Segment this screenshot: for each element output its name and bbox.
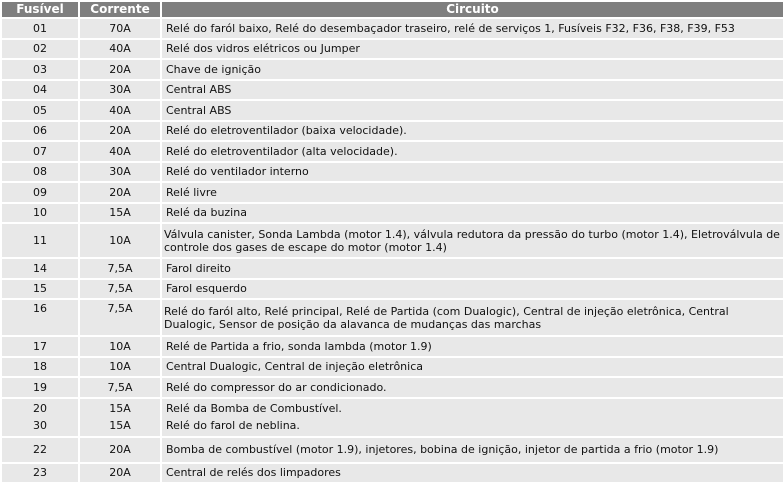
- fuse-cell: 11: [2, 224, 78, 257]
- current-cell: 10A: [80, 337, 160, 356]
- header-current: Corrente: [80, 2, 160, 17]
- current-cell: 15A: [80, 204, 160, 223]
- fuse-cell-pair: [2, 399, 78, 436]
- current-cell: 7,5A: [80, 259, 160, 278]
- circuit-cell: Bomba de combustível (motor 1.9), injetores, bobina de ignição, injetor de partida a frio (motor 1.9): [162, 438, 783, 462]
- table-row: [2, 60, 783, 79]
- current-cell: 20A: [80, 438, 160, 462]
- circuit-cell: Relé da buzina: [162, 204, 783, 223]
- circuit-cell: Relé da Bomba de Combustível.: [166, 402, 342, 415]
- current-cell: 10A: [80, 358, 160, 377]
- circuit-cell: Relé do eletroventilador (alta velocidade).: [162, 142, 783, 161]
- circuit-cell: Relé do faról baixo, Relé do desembaçador traseiro, relé de serviços 1, Fusíveis F32, F36, F38, F39, F53: [162, 19, 783, 38]
- fuse-cell: 22: [2, 438, 78, 462]
- table-row: [2, 163, 783, 182]
- fuse-cell: 15: [2, 280, 78, 299]
- fuse-cell: 19: [2, 378, 78, 397]
- current-cell-pair: [80, 399, 160, 436]
- fuse-cell: 23: [2, 464, 78, 483]
- table-row: [2, 358, 783, 377]
- circuit-cell: Relé do eletroventilador (baixa velocidade).: [162, 122, 783, 141]
- circuit-cell: Válvula canister, Sonda Lambda (motor 1.4), válvula redutora da pressão do turbo (motor 1.4), Eletroválvula de controle dos gases de escape do motor (motor 1.4): [162, 224, 783, 257]
- fuse-cell: 04: [2, 81, 78, 100]
- current-cell: 7,5A: [80, 300, 160, 335]
- circuit-cell: Relé do compressor do ar condicionado.: [162, 378, 783, 397]
- table-row: [2, 122, 783, 141]
- table-row: [2, 337, 783, 356]
- current-cell: 20A: [80, 60, 160, 79]
- fuse-cell: 30: [33, 419, 47, 432]
- current-cell: 70A: [80, 19, 160, 38]
- current-cell: 40A: [80, 142, 160, 161]
- current-cell: 30A: [80, 81, 160, 100]
- table-row: [2, 300, 783, 335]
- current-cell: 40A: [80, 101, 160, 120]
- table-row: [2, 378, 783, 397]
- fuse-cell: 01: [2, 19, 78, 38]
- current-cell: 30A: [80, 163, 160, 182]
- table-row: [2, 224, 783, 257]
- fuse-cell: 08: [2, 163, 78, 182]
- fuse-cell: 18: [2, 358, 78, 377]
- circuit-cell-pair: [162, 399, 783, 436]
- fuse-cell: 10: [2, 204, 78, 223]
- current-cell: 40A: [80, 40, 160, 59]
- fuse-cell: 07: [2, 142, 78, 161]
- circuit-cell: Relé livre: [162, 183, 783, 202]
- circuit-cell: Relé do faról alto, Relé principal, Relé de Partida (com Dualogic), Central de injeção eletrônica, Central Dualogic, Sensor de posição da alavanca de mudanças das marchas: [162, 300, 783, 335]
- circuit-cell: Relé de Partida a frio, sonda lambda (motor 1.9): [162, 337, 783, 356]
- table-row: [2, 101, 783, 120]
- header-circuit: Circuito: [162, 2, 783, 17]
- circuit-cell: Farol direito: [162, 259, 783, 278]
- table-row: [2, 280, 783, 299]
- current-cell: 15A: [109, 419, 131, 432]
- circuit-cell: Chave de ignição: [162, 60, 783, 79]
- circuit-cell: Relé dos vidros elétricos ou Jumper: [162, 40, 783, 59]
- fuse-cell: 20: [33, 402, 47, 415]
- fuse-cell: 17: [2, 337, 78, 356]
- fuse-cell: 16: [2, 300, 78, 335]
- current-cell: 7,5A: [80, 280, 160, 299]
- fuse-cell: 02: [2, 40, 78, 59]
- table-row: [2, 40, 783, 59]
- fuse-cell: 06: [2, 122, 78, 141]
- table-row: [2, 204, 783, 223]
- circuit-cell: Farol esquerdo: [162, 280, 783, 299]
- table-row: [2, 142, 783, 161]
- current-cell: 15A: [109, 402, 131, 415]
- fuse-cell: 14: [2, 259, 78, 278]
- circuit-cell: Relé do farol de neblina.: [166, 419, 300, 432]
- circuit-cell: Central ABS: [162, 101, 783, 120]
- fuse-cell: 03: [2, 60, 78, 79]
- circuit-cell: Relé do ventilador interno: [162, 163, 783, 182]
- table-row: [2, 81, 783, 100]
- circuit-cell: Central Dualogic, Central de injeção eletrônica: [162, 358, 783, 377]
- table-row: [2, 19, 783, 38]
- circuit-cell: Central ABS: [162, 81, 783, 100]
- table-row: [2, 183, 783, 202]
- table-row-group: [2, 399, 783, 436]
- table-row: [2, 259, 783, 278]
- table-row: [2, 438, 783, 462]
- table-row: [2, 464, 783, 483]
- current-cell: 20A: [80, 183, 160, 202]
- fuse-cell: 09: [2, 183, 78, 202]
- fuse-cell: 05: [2, 101, 78, 120]
- circuit-cell: Central de relés dos limpadores: [162, 464, 783, 483]
- header-fuse: Fusível: [2, 2, 78, 17]
- current-cell: 20A: [80, 122, 160, 141]
- current-cell: 20A: [80, 464, 160, 483]
- table-header-row: [2, 2, 783, 17]
- current-cell: 10A: [80, 224, 160, 257]
- current-cell: 7,5A: [80, 378, 160, 397]
